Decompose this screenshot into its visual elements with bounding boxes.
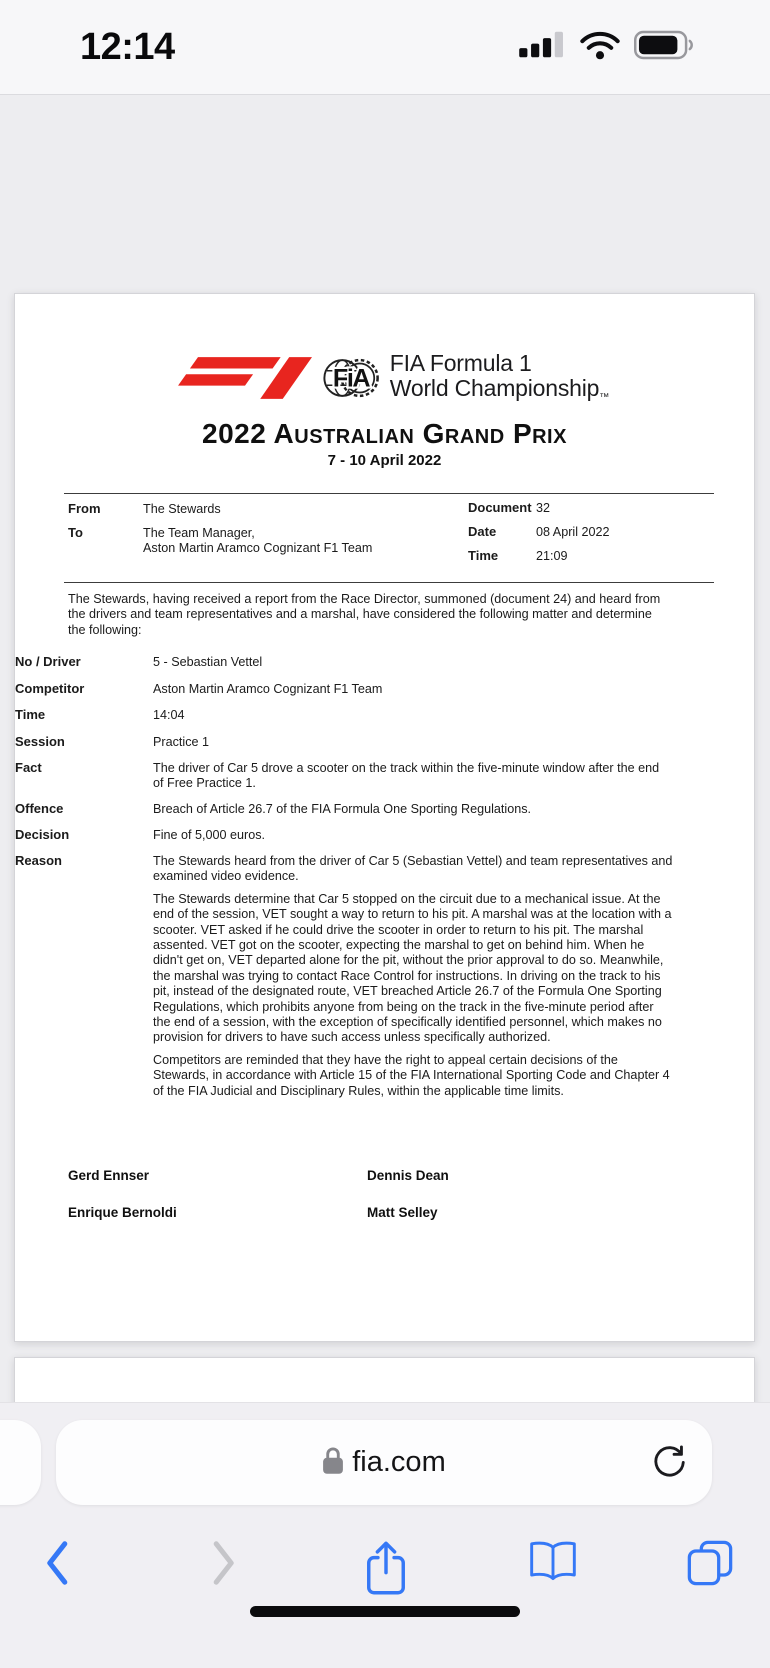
- field-label-time: Time: [15, 707, 46, 722]
- share-button[interactable]: [363, 1539, 409, 1602]
- adjacent-tab-pill[interactable]: [0, 1420, 41, 1505]
- reason-paragraph-1: The Stewards heard from the driver of Car 5 (Sebastian Vettel) and team representatives and examined video evidence.: [153, 854, 673, 884]
- field-value-competitor: Aston Martin Aramco Cognizant F1 Team: [153, 682, 383, 696]
- safari-bottom-bar: [0, 1402, 770, 1668]
- field-label-reason: Reason: [15, 853, 62, 868]
- time-label: Time: [468, 548, 499, 563]
- field-value-no-driver: 5 - Sebastian Vettel: [153, 655, 263, 669]
- fia-emblem-text: FiA: [332, 364, 369, 393]
- signature-name: Dennis Dean: [367, 1168, 449, 1183]
- tabs-button[interactable]: [685, 1539, 735, 1592]
- trademark-symbol: ™: [599, 392, 610, 403]
- date-value: 08 April 2022: [536, 525, 610, 539]
- f1-logo: [160, 357, 312, 404]
- from-label: From: [68, 501, 101, 516]
- status-bar: [0, 0, 770, 95]
- field-value-decision: Fine of 5,000 euros.: [153, 828, 266, 842]
- document-date-range: 7 - 10 April 2022: [327, 452, 442, 469]
- document-number-value: 32: [536, 501, 551, 515]
- document-logo-row: [15, 348, 754, 413]
- document-title: 2022 Australian Grand Prix: [202, 418, 567, 449]
- status-time: 12:14: [80, 26, 175, 68]
- field-label-session: Session: [15, 734, 65, 749]
- time-value: 21:09: [536, 549, 568, 563]
- to-value: The Team Manager, Aston Martin Aramco Cognizant F1 Team: [143, 526, 373, 556]
- field-label-no-driver: No / Driver: [15, 654, 81, 669]
- cellular-signal-icon: [518, 29, 566, 65]
- field-label-decision: Decision: [15, 827, 70, 842]
- back-button[interactable]: [40, 1539, 74, 1592]
- date-label: Date: [468, 524, 497, 539]
- signature-name: Gerd Ennser: [68, 1168, 150, 1183]
- home-indicator[interactable]: [250, 1606, 520, 1617]
- reason-paragraph-3: Competitors are reminded that they have the right to appeal certain decisions of the Stewards, in accordance with Article 15 of the FIA International Sporting Code and Chapter 4 of the FIA Judicial and Disciplinary Rules, within the applicable time limits.: [153, 1052, 670, 1098]
- field-label-competitor: Competitor: [15, 681, 85, 696]
- forward-button[interactable]: [207, 1539, 241, 1592]
- reason-text: [153, 854, 673, 1106]
- url-text: fia.com: [352, 1446, 446, 1478]
- fia-emblem-icon: [321, 348, 381, 413]
- to-label: To: [68, 525, 83, 540]
- signature-name: Matt Selley: [367, 1205, 438, 1220]
- field-value-offence: Breach of Article 26.7 of the FIA Formula One Sporting Regulations.: [153, 802, 532, 816]
- field-label-offence: Offence: [15, 801, 64, 816]
- from-value: The Stewards: [143, 502, 221, 516]
- pdf-page-1: [14, 293, 755, 1342]
- document-number-label: Document: [468, 500, 532, 515]
- field-label-fact: Fact: [15, 760, 42, 775]
- divider: [64, 582, 714, 583]
- field-value-time: 14:04: [153, 708, 185, 722]
- reload-button[interactable]: [650, 1444, 688, 1482]
- field-value-session: Practice 1: [153, 735, 209, 749]
- wifi-icon: [578, 29, 622, 65]
- lock-icon: [322, 1445, 344, 1480]
- reason-paragraph-2: The Stewards determine that Car 5 stopped on the circuit due to a mechanical issue. At the end of the session, VET sought a way to return to his pit. A marshal was at the location with a scooter. VET asked if he could drive the scooter in order to return to his pit. The marshal assented. VET got on the scooter, expecting the marshal to get on behind him. When he didn't get on, VET departed alone for the pit, without the prior approval to do so. Meanwhile, the marshal was trying to contact Race Control for instructions. In driving on the track to his pit, instead of the designated route, VET breached Article 26.7 of the Formula One Sporting Regulations, which prohibits anyone from being on the track in the five-minute period after the end of a session, with the exception of specifically identified personnel, which makes no provision for drivers to have such access unless specifically authorized.: [153, 891, 672, 1045]
- championship-wordmark: FIA Formula 1 World Championship™: [389, 350, 610, 403]
- battery-icon: [634, 30, 696, 65]
- field-value-fact: The driver of Car 5 drove a scooter on the track within the five-minute window after the end of Free Practice 1.: [153, 761, 660, 791]
- divider: [64, 493, 714, 494]
- intro-paragraph: The Stewards, having received a report from the Race Director, summoned (document 24) and heard from the drivers and team representatives and a marshal, have considered the following matter and determine the following:: [68, 592, 661, 637]
- signature-name: Enrique Bernoldi: [68, 1205, 177, 1220]
- address-bar[interactable]: [56, 1420, 712, 1505]
- bookmarks-button[interactable]: [527, 1539, 579, 1590]
- status-icons: [518, 31, 696, 63]
